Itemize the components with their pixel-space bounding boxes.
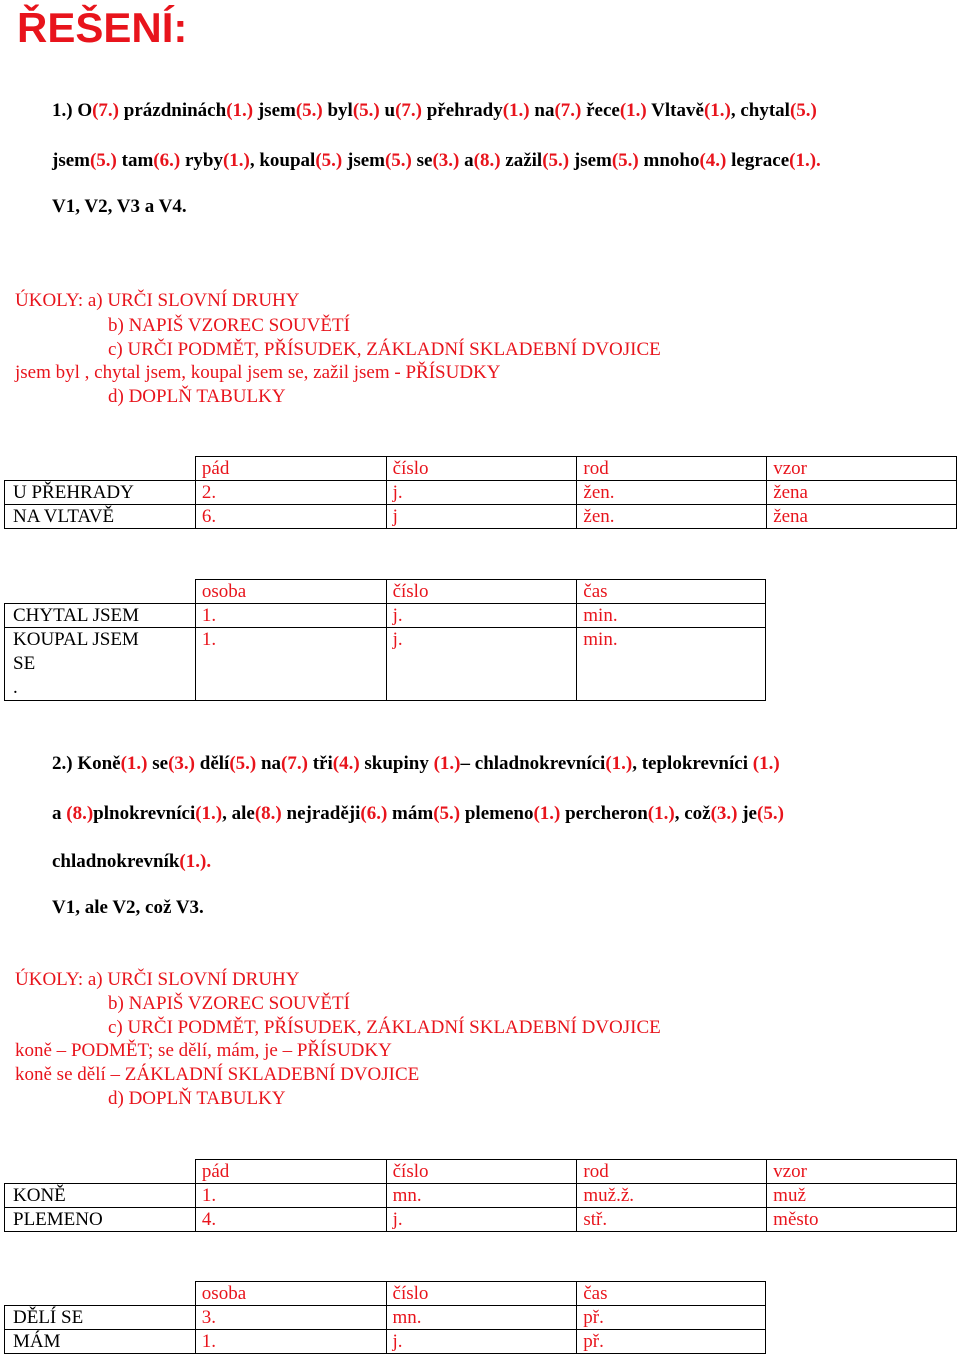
word: jsem: [52, 150, 90, 171]
row-label: KONĚ: [5, 1184, 196, 1208]
table-corner: [5, 457, 196, 481]
ex1-answer-label: PŘÍSUDKY: [405, 362, 501, 383]
ex1-formula: V1, V2, V3 a V4.: [52, 196, 187, 217]
table-header: vzor: [767, 1160, 957, 1184]
case-number: (5.): [757, 803, 784, 824]
ex2-task-d: d) DOPLŇ TABULKY: [108, 1088, 286, 1109]
case-number: (7.): [92, 100, 120, 121]
ex1-answer: [15, 362, 501, 384]
ex2-task-b: b) NAPIŠ VZOREC SOUVĚTÍ: [108, 993, 350, 1014]
case-number: (7.): [395, 100, 422, 121]
word: jsem: [253, 100, 296, 121]
ex1-line2: [52, 150, 821, 172]
ex1-task-d: d) DOPLŇ TABULKY: [108, 386, 286, 407]
word: , ale: [222, 803, 255, 824]
table-cell: žena: [767, 505, 957, 529]
row-label: KOUPAL JSEM SE .: [5, 628, 196, 701]
case-number: (1.): [502, 100, 530, 121]
ex1-table-nouns: [4, 456, 957, 529]
word: jsem: [342, 150, 385, 171]
table-cell: j.: [386, 481, 577, 505]
word: na: [529, 100, 555, 121]
table-cell: j.: [386, 628, 577, 701]
word: skupiny: [359, 753, 434, 774]
table-cell: žena: [767, 481, 957, 505]
ex1-table-verbs: [4, 579, 766, 701]
case-number: (5.): [229, 753, 257, 774]
word: legrace: [726, 150, 790, 171]
ex2-line3: [52, 851, 211, 873]
table-header: čas: [577, 580, 766, 604]
word: jsem: [569, 150, 612, 171]
table-cell: žen.: [577, 505, 767, 529]
table-header: osoba: [195, 1282, 386, 1306]
case-number: (4.): [332, 753, 360, 774]
table-corner: [5, 580, 196, 604]
word: u: [379, 100, 396, 121]
word: se: [411, 150, 433, 171]
word: je: [737, 803, 757, 824]
ex2-answer-2: koně se dělí – ZÁKLADNÍ SKLADEBNÍ DVOJICE: [15, 1064, 420, 1085]
word: , koupal: [249, 150, 316, 171]
word: přehrady: [421, 100, 503, 121]
table-cell: 2.: [195, 481, 386, 505]
case-number: (5.): [89, 150, 117, 171]
case-number: (1.).: [179, 851, 212, 872]
word: na: [256, 753, 282, 774]
word: , což: [674, 803, 711, 824]
table-header: číslo: [386, 1160, 577, 1184]
case-number: (1.): [433, 753, 461, 774]
case-number: (1.): [222, 150, 250, 171]
ex2-task-a: ÚKOLY: a) URČI SLOVNÍ DRUHY: [15, 969, 300, 990]
ex2-table-verbs: [4, 1281, 766, 1354]
case-number: (1.).: [789, 150, 821, 171]
ex2-table-nouns: [4, 1159, 957, 1232]
table-row: [5, 1306, 766, 1330]
case-number: (5.): [352, 100, 380, 121]
row-label: DĚLÍ SE: [5, 1306, 196, 1330]
word: řece: [581, 100, 620, 121]
table-header: číslo: [386, 1282, 577, 1306]
word: tři: [307, 753, 333, 774]
word: ryby: [180, 150, 223, 171]
word: se: [147, 753, 169, 774]
table-row: [5, 1184, 957, 1208]
word: , chytal: [730, 100, 790, 121]
ex2-line1: [52, 753, 780, 775]
word: a: [52, 803, 67, 824]
ex1-task-a: ÚKOLY: a) URČI SLOVNÍ DRUHY: [15, 290, 300, 311]
ex1-line1: [52, 100, 817, 122]
word: plnokrevníci: [93, 803, 196, 824]
table-header: rod: [577, 457, 767, 481]
table-cell: 1.: [195, 628, 386, 701]
table-cell: 4.: [195, 1208, 386, 1232]
case-number: (8.): [66, 803, 94, 824]
case-number: (1.): [195, 803, 223, 824]
table-cell: min.: [577, 628, 766, 701]
table-corner: [5, 1282, 196, 1306]
word: 1.) O: [52, 100, 93, 121]
case-number: (5.): [384, 150, 412, 171]
table-cell: 6.: [195, 505, 386, 529]
table-header: osoba: [195, 580, 386, 604]
table-cell: j.: [386, 1330, 577, 1354]
table-header: číslo: [386, 457, 577, 481]
case-number: (1.): [647, 803, 675, 824]
row-label: NA VLTAVĚ: [5, 505, 196, 529]
case-number: (8.): [473, 150, 501, 171]
ex2-answer-1: koně – PODMĚT; se dělí, mám, je – PŘÍSUDKY: [15, 1040, 392, 1061]
table-header: rod: [577, 1160, 767, 1184]
table-cell: muž.ž.: [577, 1184, 767, 1208]
ex2-task-c: c) URČI PODMĚT, PŘÍSUDEK, ZÁKLADNÍ SKLADEBNÍ DVOJICE: [108, 1017, 661, 1038]
case-number: (4.): [699, 150, 727, 171]
case-number: (1.): [120, 753, 148, 774]
word: tam: [116, 150, 154, 171]
case-number: (5.): [789, 100, 817, 121]
table-cell: j: [386, 505, 577, 529]
case-number: (3.): [168, 753, 195, 774]
word: byl: [322, 100, 353, 121]
case-number: (1.): [605, 753, 633, 774]
ex1-task-c: c) URČI PODMĚT, PŘÍSUDEK, ZÁKLADNÍ SKLADEBNÍ DVOJICE: [108, 339, 661, 360]
case-number: (1.): [703, 100, 731, 121]
ex1-task-b: b) NAPIŠ VZOREC SOUVĚTÍ: [108, 315, 350, 336]
case-number: (6.): [153, 150, 181, 171]
table-cell: 1.: [195, 604, 386, 628]
table-header: vzor: [767, 457, 957, 481]
table-cell: min.: [577, 604, 766, 628]
table-row: [5, 481, 957, 505]
table-cell: žen.: [577, 481, 767, 505]
row-label: U PŘEHRADY: [5, 481, 196, 505]
case-number: (1.): [533, 803, 561, 824]
table-cell: mn.: [386, 1184, 577, 1208]
table-cell: 1.: [195, 1184, 386, 1208]
case-number: (3.): [432, 150, 460, 171]
table-cell: stř.: [577, 1208, 767, 1232]
case-number: (5.): [611, 150, 639, 171]
case-number: (1.): [752, 753, 780, 774]
case-number: (5.): [295, 100, 323, 121]
table-cell: 1.: [195, 1330, 386, 1354]
word: plemeno: [460, 803, 534, 824]
word: , teplokrevníci: [632, 753, 753, 774]
table-row: [5, 505, 957, 529]
case-number: (6.): [360, 803, 388, 824]
case-number: (5.): [315, 150, 343, 171]
table-cell: j.: [386, 604, 577, 628]
case-number: (1.): [619, 100, 647, 121]
row-label: PLEMENO: [5, 1208, 196, 1232]
word: chladnokrevník: [52, 851, 180, 872]
table-header: čas: [577, 1282, 766, 1306]
case-number: (3.): [710, 803, 738, 824]
row-label: CHYTAL JSEM: [5, 604, 196, 628]
ex2-formula: V1, ale V2, což V3.: [52, 897, 204, 918]
table-cell: př.: [577, 1330, 766, 1354]
word: mnoho: [638, 150, 700, 171]
table-row: [5, 604, 766, 628]
word: Vltavě: [646, 100, 704, 121]
word: 2.) Koně: [52, 753, 121, 774]
table-cell: 3.: [195, 1306, 386, 1330]
case-number: (5.): [433, 803, 461, 824]
word: a: [459, 150, 474, 171]
table-cell: j.: [386, 1208, 577, 1232]
case-number: (7.): [554, 100, 582, 121]
table-header: pád: [195, 457, 386, 481]
case-number: (7.): [281, 753, 308, 774]
table-header: číslo: [386, 580, 577, 604]
page-title: ŘEŠENÍ:: [17, 4, 188, 51]
word: prázdninách: [119, 100, 227, 121]
table-cell: mn.: [386, 1306, 577, 1330]
case-number: (8.): [254, 803, 282, 824]
ex1-answer-text: jsem byl , chytal jsem, koupal jsem se, zažil jsem -: [15, 362, 406, 383]
word: percheron: [560, 803, 648, 824]
ex2-line2: [52, 803, 784, 825]
table-cell: př.: [577, 1306, 766, 1330]
table-row: [5, 628, 766, 701]
word: dělí: [195, 753, 230, 774]
table-row: [5, 1330, 766, 1354]
table-cell: město: [767, 1208, 957, 1232]
word: – chladnokrevníci: [460, 753, 606, 774]
table-corner: [5, 1160, 196, 1184]
case-number: (5.): [542, 150, 570, 171]
table-cell: muž: [767, 1184, 957, 1208]
table-row: [5, 1208, 957, 1232]
word: zažil: [500, 150, 543, 171]
table-header: pád: [195, 1160, 386, 1184]
row-label: MÁM: [5, 1330, 196, 1354]
word: nejraději: [281, 803, 361, 824]
word: mám: [387, 803, 434, 824]
case-number: (1.): [226, 100, 254, 121]
